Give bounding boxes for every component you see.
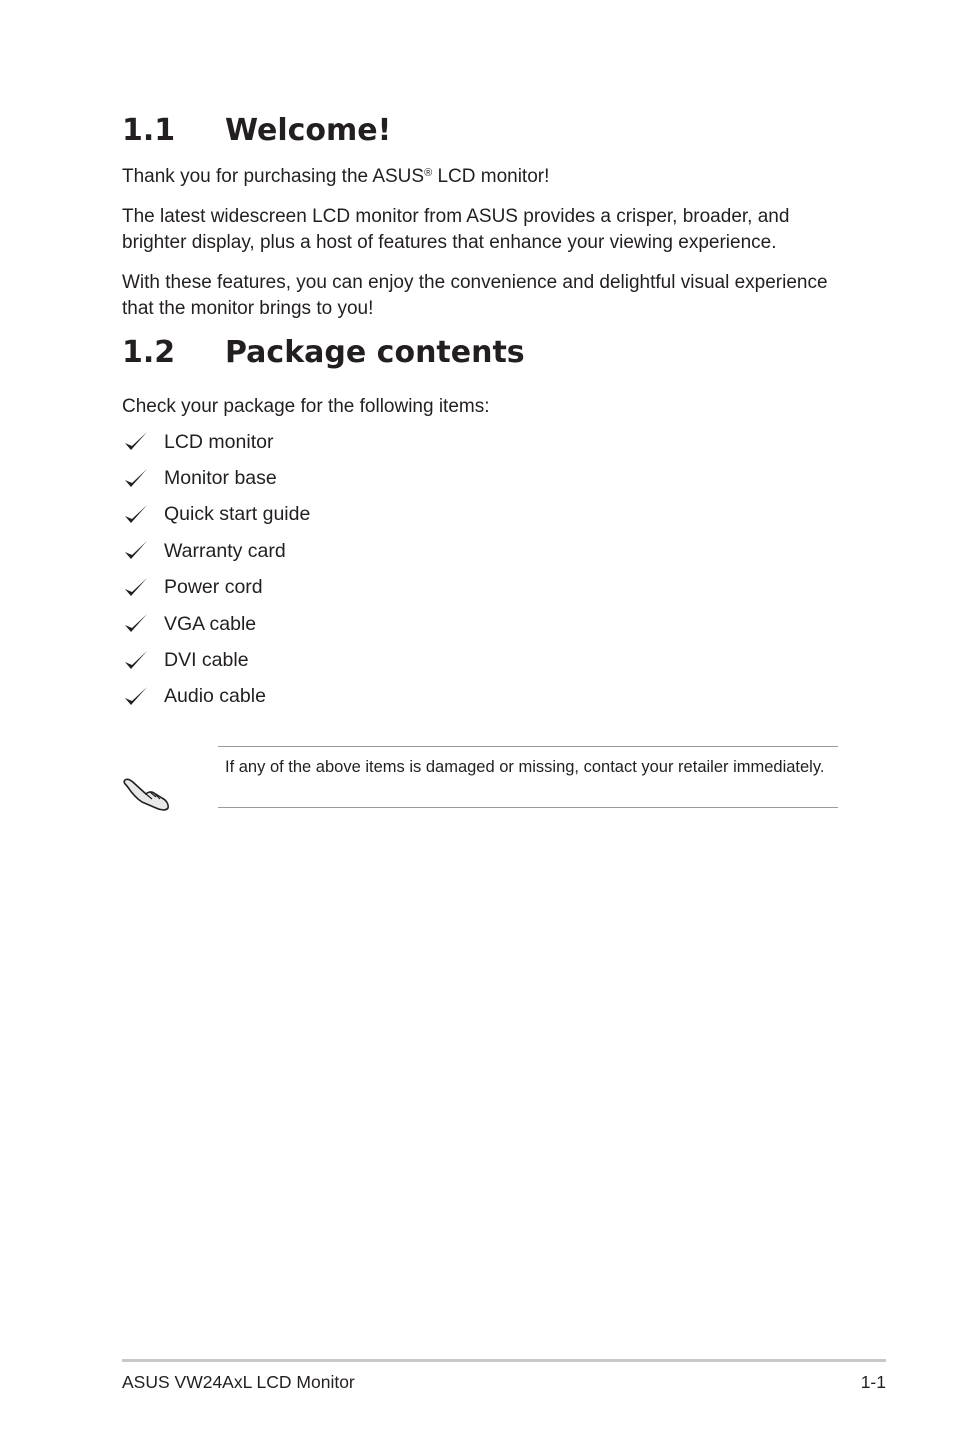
section-heading-package xyxy=(122,335,525,371)
package-intro: Check your package for the following items: xyxy=(122,396,490,417)
section-number: 1.1 xyxy=(122,113,176,148)
footer-divider xyxy=(122,1359,886,1362)
hand-pointer-icon xyxy=(122,772,172,812)
checkmark-icon xyxy=(122,537,150,565)
section-title: Package contents xyxy=(225,335,525,370)
registered-mark: ® xyxy=(424,167,433,179)
checkmark-icon xyxy=(122,574,150,602)
list-item xyxy=(122,606,310,642)
section-heading-welcome xyxy=(122,113,391,149)
checkmark-icon xyxy=(122,501,150,529)
footer-product-name: ASUS VW24AxL LCD Monitor xyxy=(122,1372,355,1392)
welcome-intro xyxy=(122,164,842,190)
list-item xyxy=(122,497,310,533)
checkmark-icon xyxy=(122,610,150,638)
list-item xyxy=(122,642,310,678)
checkmark-icon xyxy=(122,465,150,493)
note-text: If any of the above items is damaged or missing, contact your retailer immediately. xyxy=(225,758,825,776)
item-label: LCD monitor xyxy=(164,430,274,453)
intro-text-start: Thank you for purchasing the ASUS xyxy=(122,166,425,187)
item-label: Audio cable xyxy=(164,685,266,708)
package-item-list xyxy=(122,424,310,715)
intro-text-end: LCD monitor! xyxy=(432,166,550,187)
section-number: 1.2 xyxy=(122,335,176,370)
section-title: Welcome! xyxy=(225,113,392,148)
item-label: Power cord xyxy=(164,576,263,599)
checkmark-icon xyxy=(122,428,150,456)
list-item xyxy=(122,679,310,715)
checkmark-icon xyxy=(122,647,150,675)
list-item xyxy=(122,460,310,496)
item-label: DVI cable xyxy=(164,649,249,672)
item-label: VGA cable xyxy=(164,612,257,635)
footer-page-number: 1-1 xyxy=(860,1372,886,1392)
welcome-paragraph-features: The latest widescreen LCD monitor from ASUS provides a crisper, broader, and brighter display, plus a host of features that enhance your viewing experience. xyxy=(122,206,790,253)
checkmark-icon xyxy=(122,683,150,711)
list-item xyxy=(122,533,310,569)
welcome-paragraph-experience: With these features, you can enjoy the convenience and delightful visual experience that the monitor brings to you! xyxy=(122,272,828,319)
item-label: Quick start guide xyxy=(164,503,311,526)
list-item xyxy=(122,424,310,460)
item-label: Monitor base xyxy=(164,467,277,490)
item-label: Warranty card xyxy=(164,539,286,562)
note-box xyxy=(218,746,838,808)
list-item xyxy=(122,570,310,606)
